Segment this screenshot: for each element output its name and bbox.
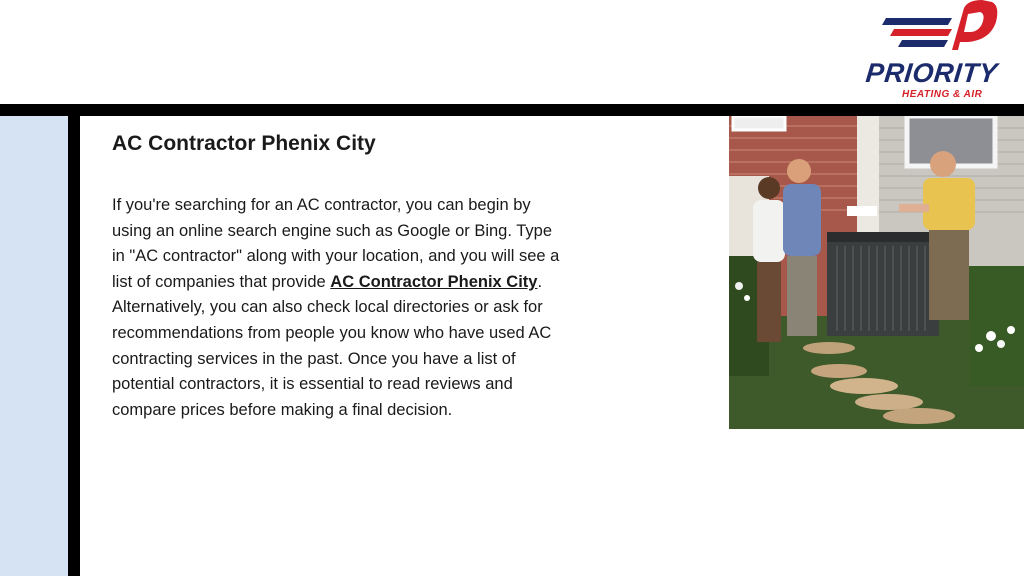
body-paragraph [112, 193, 560, 423]
logo-wordmark: PRIORITY [864, 58, 1000, 88]
header-divider-bar [0, 104, 1024, 116]
left-divider-bar [68, 104, 80, 576]
page-title: AC Contractor Phenix City [112, 132, 376, 155]
left-accent-panel [0, 116, 68, 576]
company-logo [860, 0, 1024, 104]
technician-customers-photo [729, 116, 1024, 429]
paragraph-text-after: . Alternatively, you can also check local directories or ask for recommendations from people you know who have used AC contracting services in the past. Once you have a list of potential contractors, it is essential to read reviews and compare prices before making a final decision. [112, 272, 552, 419]
hero-photo [729, 116, 1024, 429]
ac-contractor-link[interactable]: AC Contractor Phenix City [330, 272, 538, 291]
logo-tagline: HEATING & AIR [902, 89, 983, 100]
paragraph-text-before: If you're searching for an AC contractor, you can begin by using an online search engine such as Google or Bing. Type in "AC contractor" along with your location, and you will see a list of companies that provide [112, 196, 560, 291]
